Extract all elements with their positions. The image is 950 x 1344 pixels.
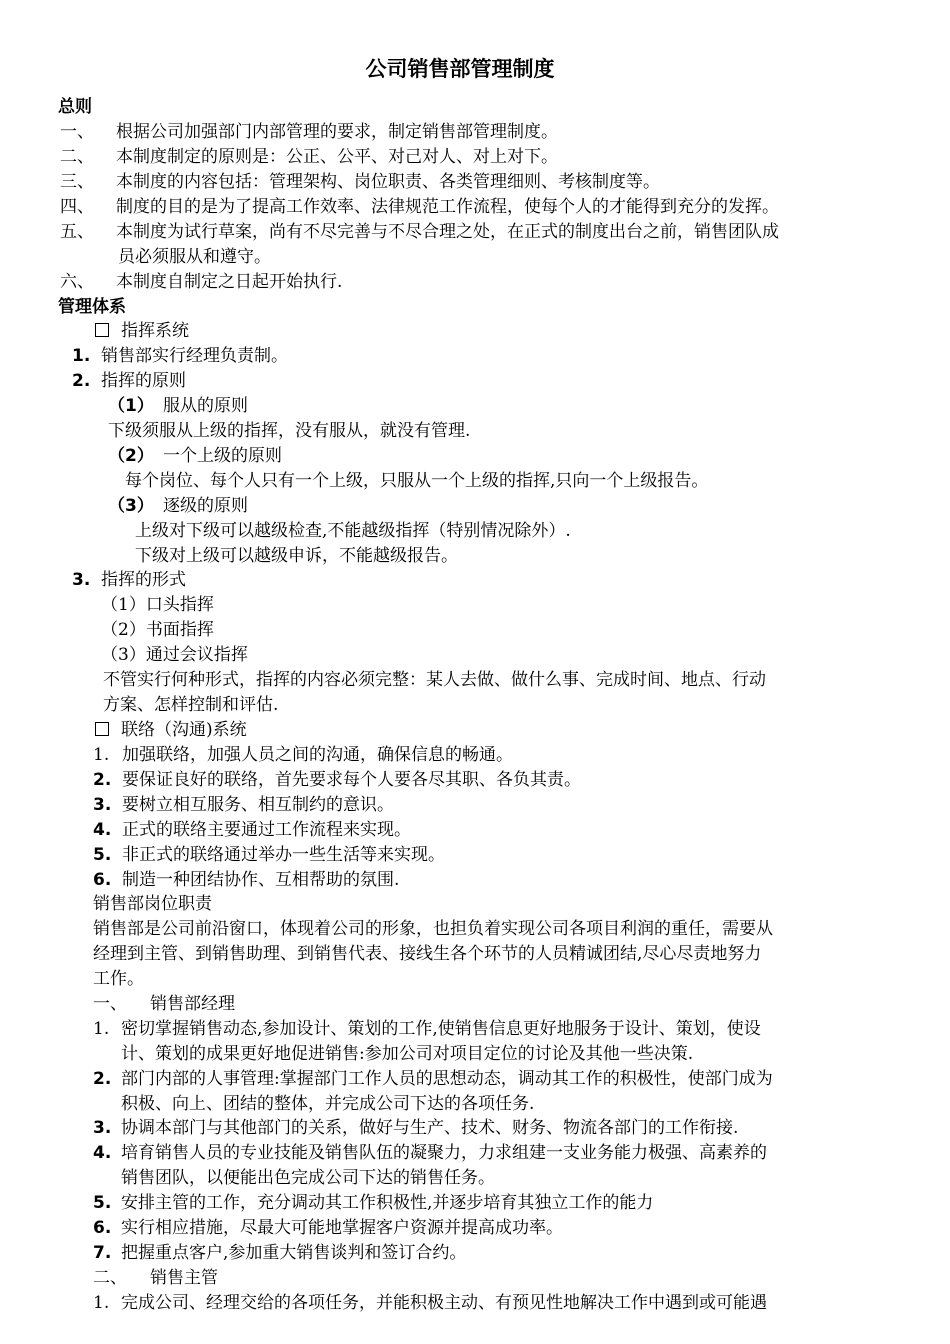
liaison-item-num: 4. — [93, 820, 112, 840]
command-item-text: 指挥的原则 — [101, 371, 186, 391]
section-heading-general: 总则 — [58, 97, 92, 117]
principle-name: 逐级的原则 — [163, 496, 248, 516]
manager-duty-text: 计、策划的成果更好地促进销售:参加公司对项目定位的讨论及其他一些决策. — [121, 1044, 694, 1064]
manager-duty-text: 安排主管的工作，充分调动其工作积极性,并逐步培育其独立工作的能力 — [121, 1193, 654, 1213]
general-item-text: 本制度的内容包括：管理架构、岗位职责、各类管理细则、考核制度等。 — [116, 172, 660, 192]
general-item-text: 根据公司加强部门内部管理的要求，制定销售部管理制度。 — [116, 122, 558, 142]
general-item-num: 二、 — [60, 147, 94, 167]
command-form-note: 方案、怎样控制和评估. — [103, 695, 279, 715]
liaison-system-label: 联络（沟通)系统 — [121, 720, 247, 740]
principle-text: 每个岗位、每个人只有一个上级，只服从一个上级的指挥,只向一个上级报告。 — [125, 471, 709, 491]
principle-text: 下级对上级可以越级申诉，不能越级报告。 — [135, 546, 458, 566]
command-form-label: 指挥的形式 — [101, 570, 186, 590]
liaison-item-text: 非正式的联络通过举办一些生活等来实现。 — [122, 845, 445, 865]
checkbox-icon — [95, 722, 109, 736]
manager-duty-num: 1. — [93, 1019, 110, 1039]
role-num: 二、 — [93, 1268, 127, 1288]
section-heading-duties: 销售部岗位职责 — [93, 894, 212, 914]
liaison-item-num: 5. — [93, 845, 112, 865]
manager-duty-num: 4. — [93, 1143, 112, 1163]
page-title: 公司销售部管理制度 — [365, 57, 555, 81]
principle-text: 下级须服从上级的指挥，没有服从，就没有管理. — [108, 421, 471, 441]
liaison-item-text: 加强联络，加强人员之间的沟通，确保信息的畅通。 — [122, 745, 513, 765]
role-label: 销售部经理 — [150, 994, 235, 1014]
general-item-num: 三、 — [60, 172, 94, 192]
principle-num: （3） — [108, 496, 154, 516]
principle-num: （1） — [108, 396, 154, 416]
command-form-note: 不管实行何种形式，指挥的内容必须完整：某人去做、做什么事、完成时间、地点、行动 — [103, 670, 766, 690]
manager-duty-text: 实行相应措施，尽最大可能地掌握客户资源并提高成功率。 — [121, 1218, 563, 1238]
role-label: 销售主管 — [150, 1268, 218, 1288]
general-item-num: 四、 — [60, 197, 94, 217]
manager-duty-text: 积极、向上、团结的整体，并完成公司下达的各项任务. — [121, 1094, 535, 1114]
supervisor-duty-text: 完成公司、经理交给的各项任务，并能积极主动、有预见性地解决工作中遇到或可能遇 — [121, 1293, 767, 1313]
general-item-num: 一、 — [60, 122, 94, 142]
command-form-item: （3）通过会议指挥 — [101, 645, 248, 665]
command-item-num: 2. — [72, 371, 91, 391]
command-system-label: 指挥系统 — [121, 321, 189, 341]
principle-num: （2） — [108, 446, 154, 466]
liaison-item-text: 要保证良好的联络，首先要求每个人要各尽其职、各负其责。 — [122, 770, 581, 790]
manager-duty-text: 培育销售人员的专业技能及销售队伍的凝聚力，力求组建一支业务能力极强、高素养的 — [121, 1143, 767, 1163]
liaison-item-num: 6. — [93, 870, 112, 890]
liaison-item-num: 3. — [93, 795, 112, 815]
manager-duty-text: 部门内部的人事管理:掌握部门工作人员的思想动态，调动其工作的积极性，使部门成为 — [121, 1069, 773, 1089]
section-heading-system: 管理体系 — [58, 297, 126, 317]
command-form-item: （2）书面指挥 — [101, 620, 214, 640]
command-form-item: （1）口头指挥 — [101, 595, 214, 615]
checkbox-icon — [95, 323, 109, 337]
principle-name: 服从的原则 — [163, 396, 248, 416]
general-item-num: 五、 — [60, 222, 94, 242]
supervisor-duty-num: 1. — [93, 1293, 110, 1313]
liaison-item-num: 2. — [93, 770, 112, 790]
general-item-text: 本制度自制定之日起开始执行. — [116, 272, 343, 292]
principle-name: 一个上级的原则 — [163, 446, 282, 466]
duties-intro: 工作。 — [93, 969, 144, 989]
command-form-num: 3. — [72, 570, 91, 590]
manager-duty-num: 7. — [93, 1243, 112, 1263]
general-item-text: 本制度为试行草案，尚有不尽完善与不尽合理之处，在正式的制度出台之前，销售团队成 — [116, 222, 779, 242]
liaison-item-num: 1. — [93, 745, 110, 765]
general-item-text-cont: 员必须服从和遵守。 — [118, 247, 271, 267]
liaison-item-text: 正式的联络主要通过工作流程来实现。 — [122, 820, 411, 840]
manager-duty-num: 5. — [93, 1193, 112, 1213]
duties-intro: 经理到主管、到销售助理、到销售代表、接线生各个环节的人员精诚团结,尽心尽责地努力 — [93, 944, 762, 964]
command-item-num: 1. — [72, 346, 91, 366]
manager-duty-text: 销售团队，以便能出色完成公司下达的销售任务。 — [121, 1168, 495, 1188]
manager-duty-num: 2. — [93, 1069, 112, 1089]
role-num: 一、 — [93, 994, 127, 1014]
manager-duty-num: 3. — [93, 1118, 112, 1138]
manager-duty-text: 密切掌握销售动态,参加设计、策划的工作,使销售信息更好地服务于设计、策划，使设 — [121, 1019, 761, 1039]
liaison-item-text: 制造一种团结协作、互相帮助的氛围. — [122, 870, 400, 890]
manager-duty-text: 协调本部门与其他部门的关系，做好与生产、技术、财务、物流各部门的工作衔接. — [121, 1118, 739, 1138]
manager-duty-text: 把握重点客户,参加重大销售谈判和签订合约。 — [121, 1243, 467, 1263]
liaison-item-text: 要树立相互服务、相互制约的意识。 — [122, 795, 394, 815]
principle-text: 上级对下级可以越级检查,不能越级指挥（特别情况除外）. — [135, 521, 571, 541]
command-item-text: 销售部实行经理负责制。 — [101, 346, 288, 366]
general-item-text: 制度的目的是为了提高工作效率、法律规范工作流程，使每个人的才能得到充分的发挥。 — [116, 197, 779, 217]
manager-duty-num: 6. — [93, 1218, 112, 1238]
duties-intro: 销售部是公司前沿窗口，体现着公司的形象，也担负着实现公司各项目利润的重任，需要从 — [93, 919, 773, 939]
general-item-text: 本制度制定的原则是：公正、公平、对己对人、对上对下。 — [116, 147, 558, 167]
general-item-num: 六、 — [60, 272, 94, 292]
